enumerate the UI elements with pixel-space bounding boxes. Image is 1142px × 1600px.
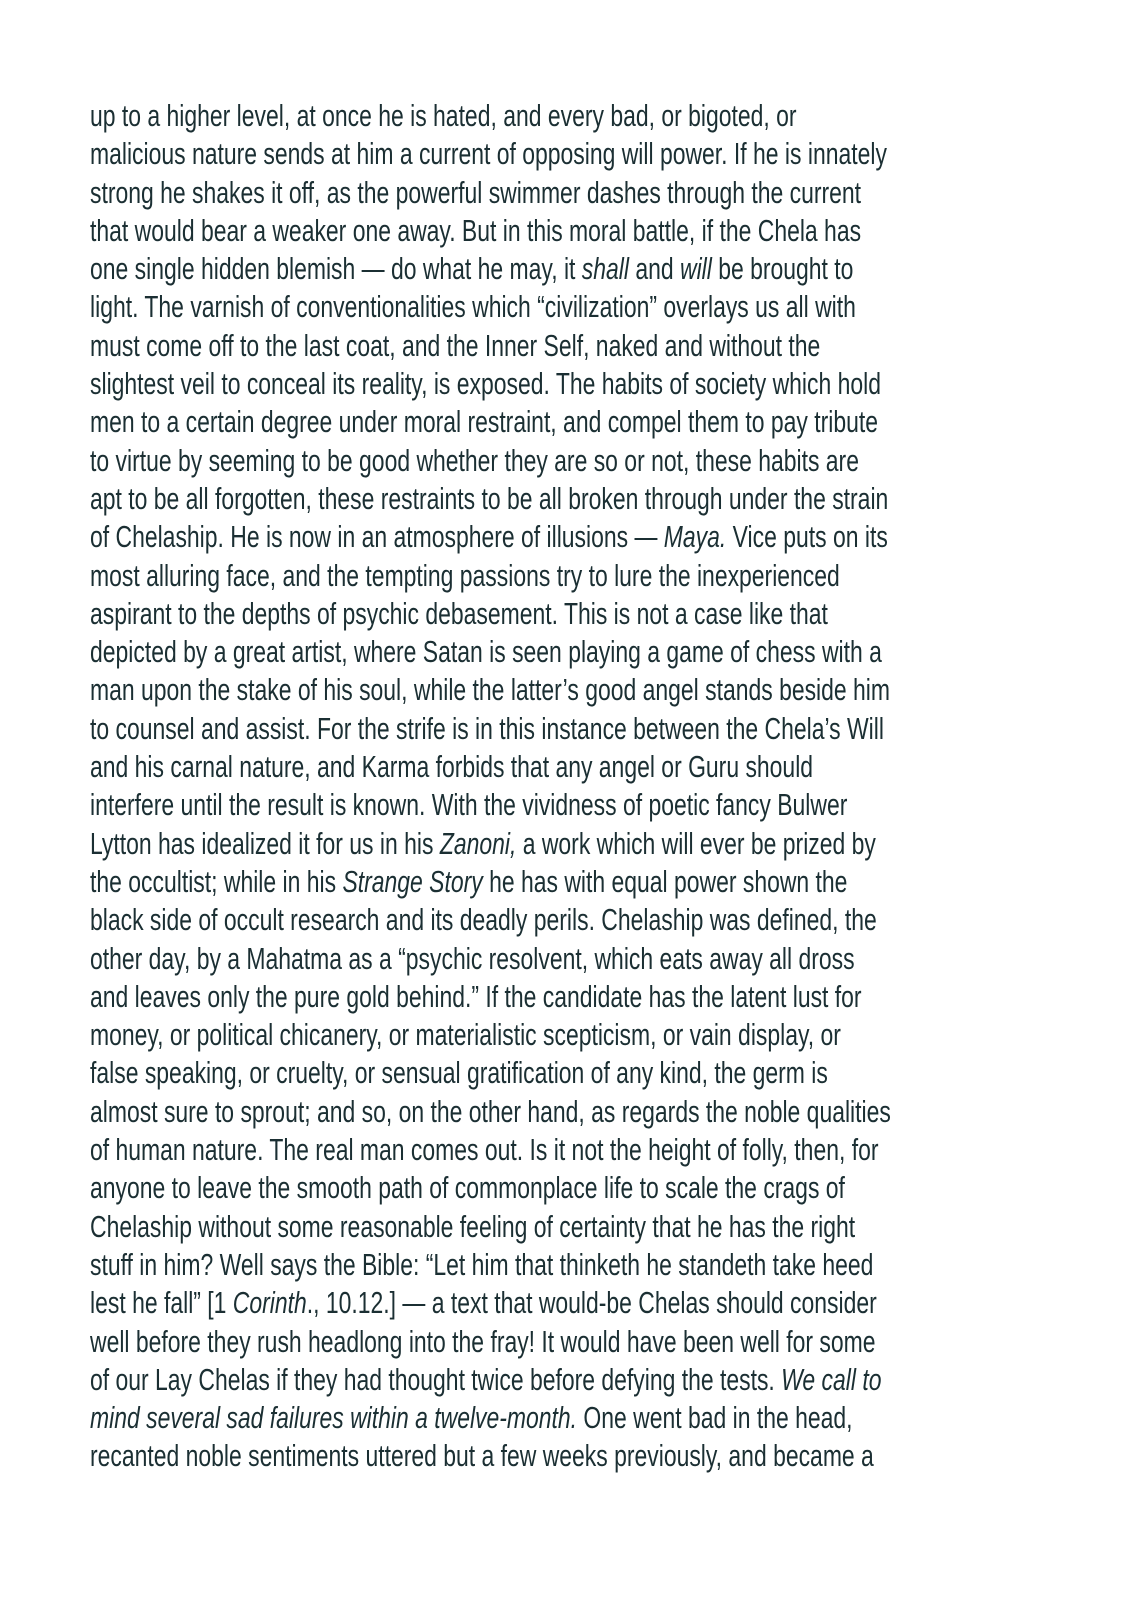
text-line: [90, 1208, 891, 1246]
text-run: almost sure to sprout; and so, on the other hand, as regards the noble qualities: [90, 1093, 891, 1129]
text-run: slightest veil to conceal its reality, is exposed. The habits of society which hold: [90, 366, 881, 402]
text-run: a work which will ever be prized by: [516, 825, 876, 861]
text-run: false speaking, or cruelty, or sensual gratification of any kind, the germ is: [90, 1055, 828, 1091]
text-run: to counsel and assist. For the strife is in this instance between the Chela’s Will: [90, 710, 884, 746]
text-run: he has with equal power shown the: [482, 863, 848, 899]
italic-text-run: shall: [581, 251, 629, 287]
text-run: and leaves only the pure gold behind.” If the candidate has the latent lust for: [90, 978, 862, 1014]
text-line: [90, 595, 891, 633]
text-line: [90, 518, 891, 556]
text-line: [90, 863, 891, 901]
text-line: [90, 940, 891, 978]
italic-text-run: Maya.: [663, 519, 727, 555]
text-run: light. The varnish of conventionalities which “civilization” overlays us all with: [90, 289, 856, 325]
italic-text-run: Strange Story: [342, 863, 483, 899]
italic-text-run: mind several sad failures within a twelve-month.: [90, 1400, 578, 1436]
text-run: apt to be all forgotten, these restraints to be all broken through under the strain: [90, 480, 889, 516]
text-line: [90, 1246, 891, 1284]
text-run: and his carnal nature, and Karma forbids that any angel or Guru should: [90, 749, 814, 785]
text-run: aspirant to the depths of psychic debasement. This is not a case like that: [90, 595, 828, 631]
text-run: Lytton has idealized it for us in his: [90, 825, 440, 861]
text-line: [90, 557, 891, 595]
text-run: one single hidden blemish — do what he may, it: [90, 251, 582, 287]
text-line: [90, 1284, 891, 1322]
text-line: [90, 901, 891, 939]
text-run: depicted by a great artist, where Satan is seen playing a game of chess with a: [90, 634, 882, 670]
text-line: [90, 710, 891, 748]
text-run: Vice puts on its: [726, 519, 888, 555]
text-run: up to a higher level, at once he is hated, and every bad, or bigoted, or: [90, 98, 797, 133]
text-line: [90, 1016, 891, 1054]
text-run: and: [628, 251, 680, 287]
text-run: must come off to the last coat, and the Inner Self, naked and without the: [90, 327, 821, 363]
text-line: [90, 442, 891, 480]
text-run: One went bad in the head,: [577, 1400, 853, 1436]
text-run: of human nature. The real man comes out. Is it not the height of folly, then, for: [90, 1132, 879, 1168]
text-run: most alluring face, and the tempting passions try to lure the inexperienced: [90, 557, 840, 593]
text-line: [90, 978, 891, 1016]
text-run: strong he shakes it off, as the powerful swimmer dashes through the current: [90, 174, 862, 210]
text-run: man upon the stake of his soul, while the latter’s good angel stands beside him: [90, 672, 891, 708]
text-line: [90, 1323, 891, 1361]
body-text: [90, 97, 1142, 1476]
text-line: [90, 786, 891, 824]
text-line: [90, 1399, 891, 1437]
text-line: [90, 327, 891, 365]
text-line: [90, 633, 891, 671]
italic-text-run: We call to: [781, 1361, 882, 1397]
text-line: [90, 1169, 891, 1207]
text-run: interfere until the result is known. With the vividness of poetic fancy Bulwer: [90, 787, 848, 823]
text-line: [90, 1093, 891, 1131]
text-line: [90, 480, 891, 518]
text-run: that would bear a weaker one away. But in this moral battle, if the Chela has: [90, 212, 862, 248]
text-line: [90, 748, 891, 786]
text-run: recanted noble sentiments uttered but a few weeks previously, and became a: [90, 1438, 874, 1474]
text-line: [90, 1437, 891, 1475]
text-run: the occultist; while in his: [90, 863, 343, 899]
italic-text-run: Corinth: [232, 1285, 307, 1321]
text-line: [90, 365, 891, 403]
text-run: other day, by a Mahatma as a “psychic resolvent, which eats away all dross: [90, 940, 855, 976]
text-run: money, or political chicanery, or materialistic scepticism, or vain display, or: [90, 1017, 841, 1053]
text-line: [90, 135, 891, 173]
text-line: [90, 403, 891, 441]
text-line: [90, 1361, 891, 1399]
text-line: [90, 1054, 891, 1092]
text-run: ., 10.12.] — a text that would-be Chelas should consider: [306, 1285, 877, 1321]
text-line: [90, 671, 891, 709]
text-line: [90, 212, 891, 250]
text-line: [90, 1131, 891, 1169]
text-run: of our Lay Chelas if they had thought twice before defying the tests.: [90, 1361, 782, 1397]
text-run: Chelaship without some reasonable feeling of certainty that he has the right: [90, 1208, 856, 1244]
text-run: stuff in him? Well says the Bible: “Let him that thinketh he standeth take heed: [90, 1246, 874, 1282]
italic-text-run: will: [679, 251, 712, 287]
text-line: [90, 174, 891, 212]
italic-text-run: Zanoni,: [439, 825, 517, 861]
text-line: [90, 250, 891, 288]
text-line: [90, 97, 891, 135]
text-run: of Chelaship. He is now in an atmosphere of illusions —: [90, 519, 664, 555]
text-line: [90, 825, 891, 863]
text-run: well before they rush headlong into the fray! It would have been well for some: [90, 1323, 876, 1359]
text-run: lest he fall” [1: [90, 1285, 233, 1321]
text-run: malicious nature sends at him a current of opposing will power. If he is innately: [90, 136, 887, 172]
text-line: [90, 288, 891, 326]
text-run: anyone to leave the smooth path of commonplace life to scale the crags of: [90, 1170, 845, 1206]
text-run: black side of occult research and its deadly perils. Chelaship was defined, the: [90, 902, 877, 938]
text-run: be brought to: [711, 251, 854, 287]
text-run: to virtue by seeming to be good whether they are so or not, these habits are: [90, 442, 859, 478]
text-run: men to a certain degree under moral restraint, and compel them to pay tribute: [90, 404, 879, 440]
